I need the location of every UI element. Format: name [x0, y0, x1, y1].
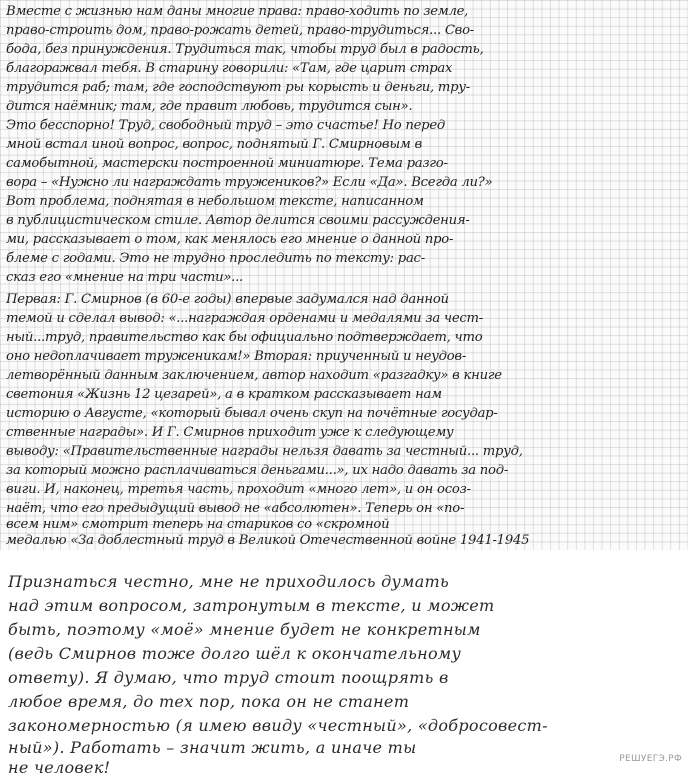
text-line: не человек! [8, 758, 111, 777]
text-line: виги. И, наконец, третья часть, проходит «много лет», и он осоз- [6, 482, 471, 497]
text-line: любое время, до тех пор, пока он не станет [8, 692, 410, 711]
text-line: сказ его «мнение на три части»... [6, 270, 243, 285]
text-line: Первая: Г. Смирнов (в 60-е годы) впервые задумался над данной [6, 292, 449, 307]
text-line: над этим вопросом, затронутым в тексте, и может [8, 596, 495, 615]
text-line: выводу: «Правительственные награды нельзя давать за честный... труд, [6, 444, 523, 459]
text-line: оно недоплачивает труженикам!» Вторая: приученный и неудов- [6, 349, 467, 364]
text-line: ный»). Работать – значит жить, а иначе ты [8, 738, 417, 757]
text-line: ный...труд, правительство как бы официально подтверждает, что [6, 330, 483, 345]
text-line: летворённый данным заключением, автор находит «разгадку» в книге [6, 368, 502, 383]
text-line: мной встал иной вопрос, вопрос, поднятый Г. Смирновым в [6, 137, 422, 152]
text-line: блеме с годами. Это не трудно проследить по тексту: рас- [6, 251, 425, 266]
text-line: бода, без принуждения. Трудиться так, чтобы труд был в радость, [6, 42, 484, 57]
text-line: Вместе с жизнью нам даны многие права: право-ходить по земле, [6, 4, 469, 19]
text-line: Это бесспорно! Труд, свободный труд – это счастье! Но перед [6, 118, 445, 133]
text-line: темой и сделал вывод: «...награждая орденами и медалями за чест- [6, 311, 483, 326]
text-line: в публицистическом стиле. Автор делится своими рассуждения- [6, 213, 470, 228]
text-line: трудится раб; там, где господствуют ры корысть и деньги, тру- [6, 80, 470, 95]
text-line: быть, поэтому «моё» мнение будет не конкретным [8, 620, 481, 639]
text-line: светония «Жизнь 12 цезарей», а в кратком рассказывает нам [6, 387, 442, 402]
text-line: закономерностью (я имею ввиду «честный», «добросовест- [8, 716, 548, 735]
text-line: ответу). Я думаю, что труд стоит поощрять в [8, 668, 449, 687]
text-line: Признаться честно, мне не приходилось думать [8, 572, 450, 591]
text-line: самобытной, мастерски построенной миниатюре. Тема разго- [6, 156, 448, 171]
site-watermark: РЕШУЕГЭ.РФ [619, 754, 682, 764]
text-line: право-строить дом, право-рожать детей, право-трудиться... Сво- [6, 23, 475, 38]
text-line: (ведь Смирнов тоже долго шёл к окончательному [8, 644, 462, 663]
text-line: всем ним» смотрит теперь на стариков со «скромной [6, 517, 390, 532]
text-line: медалью «За доблестный труд в Великой Отечественной войне 1941-1945 [6, 533, 530, 548]
text-line: историю о Августе, «который бывал очень скуп на почётные государ- [6, 406, 498, 421]
text-line: Вот проблема, поднятая в небольшом тексте, написанном [6, 194, 424, 209]
text-line: ми, рассказывает о том, как менялось его мнение о данной про- [6, 232, 454, 247]
text-line: наёт, что его предыдущий вывод не «абсолютен». Теперь он «по- [6, 501, 465, 516]
text-line: дится наёмник; там, где правит любовь, трудится сын». [6, 99, 413, 114]
plain-paper-section [0, 560, 688, 780]
text-line: благоражвал тебя. В старину говорили: «Там, где царит страх [6, 61, 453, 76]
text-line: ственные награды». И Г. Смирнов приходит уже к следующему [6, 425, 454, 440]
text-line: за который можно расплачиваться деньгами...», их надо давать за под- [6, 463, 509, 478]
text-line: вора – «Нужно ли награждать тружеников?» Если «Да». Всегда ли?» [6, 175, 493, 190]
